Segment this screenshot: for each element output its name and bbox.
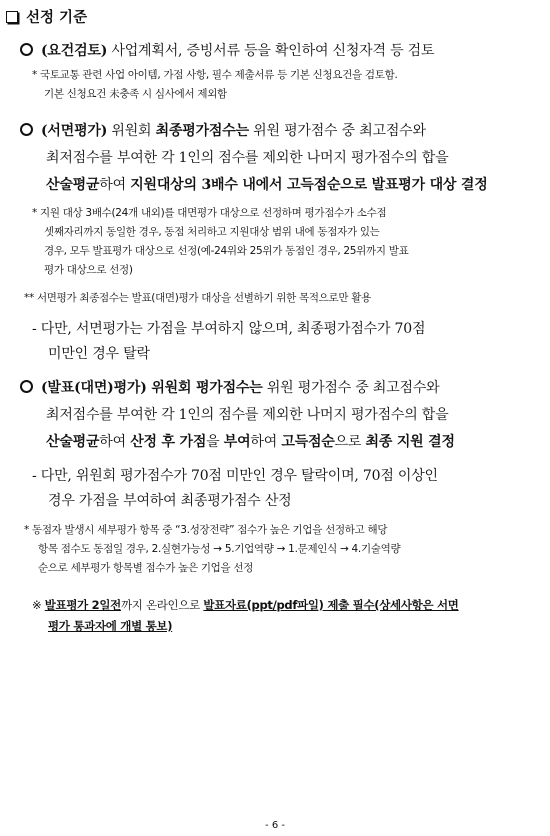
note-line: 평가 대상으로 선정) bbox=[44, 264, 133, 276]
section-title: 선정 기준 bbox=[26, 10, 88, 26]
reference-mark: ※ bbox=[32, 598, 42, 612]
text-run: 하여 bbox=[250, 434, 282, 450]
final-note-line bbox=[48, 618, 172, 634]
text-run: 을 bbox=[206, 434, 224, 450]
text-run: 위원 평가점수 중 최고점수와 bbox=[262, 380, 440, 396]
final-note-line bbox=[32, 597, 459, 613]
circle-bullet-icon bbox=[20, 123, 33, 136]
text-run: 위원회 bbox=[107, 123, 156, 139]
text-run: 위원회 평가점수는 bbox=[146, 380, 263, 396]
text-run: 위원 평가점수 중 최고점수와 bbox=[248, 123, 426, 139]
text-line: 최저점수를 부여한 각 1인의 점수를 제외한 나머지 평가점수의 합을 bbox=[46, 407, 449, 423]
text-line bbox=[46, 174, 488, 194]
text-run: 하여 bbox=[99, 434, 131, 450]
dash-line: - 다만, 위원회 평가점수가 70점 미만인 경우 탈락이며, 70점 이상인 bbox=[32, 468, 438, 484]
section-heading bbox=[6, 6, 87, 27]
item-label: (서면평가) bbox=[41, 123, 108, 139]
text-run: 발표평가 2일전 bbox=[44, 598, 121, 612]
text-run: 으로 bbox=[334, 434, 366, 450]
circle-bullet-icon bbox=[20, 380, 33, 393]
text-run: 하여 bbox=[99, 177, 131, 193]
note-line: 순으로 세부평가 항목별 점수가 높은 기업을 선정 bbox=[38, 562, 254, 574]
text-line: 최저점수를 부여한 각 1인의 점수를 제외한 나머지 평가점수의 합을 bbox=[46, 150, 449, 166]
item-label: (요건검토) bbox=[41, 43, 108, 59]
item-presentation bbox=[20, 377, 439, 397]
item-text: 사업계획서, 증빙서류 등을 확인하여 신청자격 등 검토 bbox=[107, 43, 435, 59]
text-run: 까지 온라인으로 bbox=[120, 598, 204, 612]
dash-line: - 다만, 서면평가는 가점을 부여하지 않으며, 최종평가점수가 70점 bbox=[32, 321, 426, 337]
item-doc-review bbox=[20, 40, 434, 60]
note-line: 셋째자리까지 동일한 경우, 동점 처리하고 지원대상 범위 내에 동점자가 있는 bbox=[44, 226, 380, 238]
text-run: 부여 bbox=[223, 434, 251, 450]
note-line: 기본 신청요건 未충족 시 심사에서 제외함 bbox=[44, 88, 227, 100]
text-run: 발표자료(ppt/pdf파일) 제출 필수(상세사항은 서면 bbox=[203, 598, 459, 612]
note-line: 경우, 모두 발표평가 대상으로 선정(예-24위와 25위가 동점인 경우, 25위까지 발표 bbox=[44, 245, 409, 257]
note-line: ** 서면평가 최종점수는 발표(대면)평가 대상을 선별하기 위한 목적으로만 활용 bbox=[24, 292, 371, 304]
dash-line: 경우 가점을 부여하여 최종평가점수 산정 bbox=[48, 493, 292, 509]
text-run: 고득점순 bbox=[281, 434, 335, 450]
item-written bbox=[20, 120, 426, 140]
text-run: 지원대상의 3배수 내에서 고득점순으로 발표평가 대상 결정 bbox=[130, 177, 488, 193]
text-run: 최종 지원 결정 bbox=[365, 434, 455, 450]
text-run: 최종평가점수는 bbox=[155, 123, 249, 139]
page-number: - 6 - bbox=[265, 820, 285, 831]
item-label: (발표(대면)평가) bbox=[41, 380, 147, 396]
text-run: 산정 후 가점 bbox=[130, 434, 207, 450]
note-line: * 국토교통 관련 사업 아이템, 가점 사항, 필수 제출서류 등 기본 신청요건을 검토함. bbox=[32, 69, 398, 81]
note-line: 항목 점수도 동점일 경우, 2.실현가능성 → 5.기업역량 → 1.문제인식 → 4.기술역량 bbox=[38, 543, 401, 555]
text-line bbox=[46, 431, 455, 451]
text-run: 산술평균 bbox=[46, 177, 100, 193]
circle-bullet-icon bbox=[20, 43, 33, 56]
note-line: * 지원 대상 3배수(24개 내외)를 대면평가 대상으로 선정하며 평가점수가 소수점 bbox=[32, 207, 387, 219]
checkbox-square-icon bbox=[6, 11, 18, 23]
dash-line: 미만인 경우 탈락 bbox=[48, 346, 150, 362]
note-line: * 동점자 발생시 세부평가 항목 중 “3.성장전략” 점수가 높은 기업을 선정하고 해당 bbox=[24, 524, 388, 536]
text-run: 평가 통과자에 개별 통보) bbox=[48, 619, 173, 633]
text-run: 산술평균 bbox=[46, 434, 100, 450]
